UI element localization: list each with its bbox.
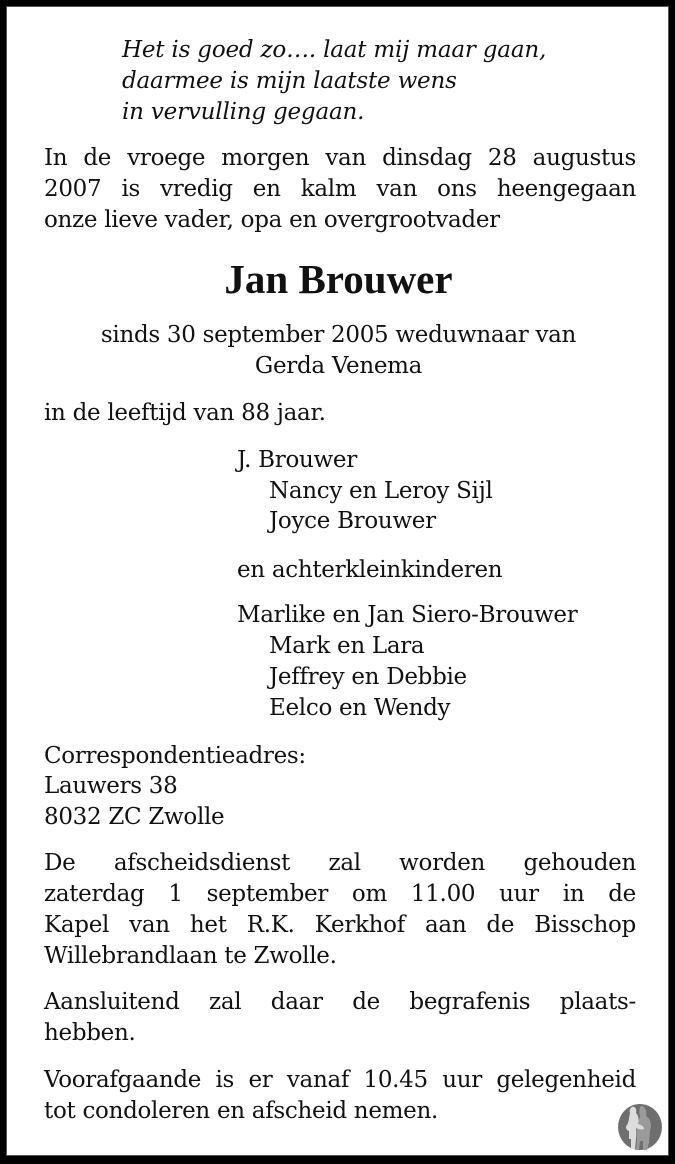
family-head-1: J. Brouwer xyxy=(237,447,357,473)
family-child: Nancy en Leroy Sijl xyxy=(269,478,493,504)
announcement-line-2: 2007 is vredig en kalm van ons heengegaan xyxy=(44,176,636,202)
condolence-line-2: tot condoleren en afscheid nemen. xyxy=(44,1098,438,1124)
service-line-1: De afscheidsdienst zal worden gehouden xyxy=(44,850,636,876)
service-line-3: Kapel van het R.K. Kerkhof aan de Bisschop xyxy=(44,912,636,938)
embracing-figures-icon xyxy=(617,1103,663,1151)
notice-frame xyxy=(5,5,670,1159)
deceased-name: Jan Brouwer xyxy=(224,256,453,302)
burial-line-1: Aansluitend zal daar de begrafenis plaats- xyxy=(44,989,636,1015)
condolence-line-1: Voorafgaande is er vanaf 10.45 uur gelegenheid xyxy=(44,1067,636,1093)
correspondence-street: Lauwers 38 xyxy=(44,773,178,799)
burial-line-2: hebben. xyxy=(44,1020,136,1046)
announcement-paragraph xyxy=(44,143,636,236)
family-child: Jeffrey en Debbie xyxy=(269,664,467,690)
widower-line: sinds 30 september 2005 weduwnaar van xyxy=(100,322,577,348)
service-line-2: zaterdag 1 september om 11.00 uur in de xyxy=(44,881,636,907)
announcement-line-3: onze lieve vader, opa en overgrootvader xyxy=(44,207,500,233)
poem-line-3: in vervulling gegaan. xyxy=(122,99,365,125)
family-head-2: Marlike en Jan Siero-Brouwer xyxy=(237,602,578,628)
poem-line-1: Het is goed zo…. laat mij maar gaan, xyxy=(122,37,547,63)
burial-paragraph xyxy=(44,987,636,1049)
correspondence-label: Correspondentieadres: xyxy=(44,743,306,769)
obituary-notice xyxy=(6,6,669,1156)
service-paragraph xyxy=(44,848,636,972)
age-line: in de leeftijd van 88 jaar. xyxy=(44,400,326,426)
correspondence-city: 8032 ZC Zwolle xyxy=(44,804,225,830)
poem-line-2: daarmee is mijn laatste wens xyxy=(122,68,457,94)
announcement-line-1: In de vroege morgen van dinsdag 28 augustus xyxy=(44,145,636,171)
condolence-paragraph xyxy=(44,1065,636,1127)
service-line-4: Willebrandlaan te Zwolle. xyxy=(44,943,337,969)
great-grandchildren-line: en achterkleinkinderen xyxy=(237,557,503,583)
family-child: Joyce Brouwer xyxy=(269,508,436,534)
family-child: Eelco en Wendy xyxy=(269,695,451,721)
spouse-name: Gerda Venema xyxy=(254,353,423,379)
family-child: Mark en Lara xyxy=(269,633,425,659)
